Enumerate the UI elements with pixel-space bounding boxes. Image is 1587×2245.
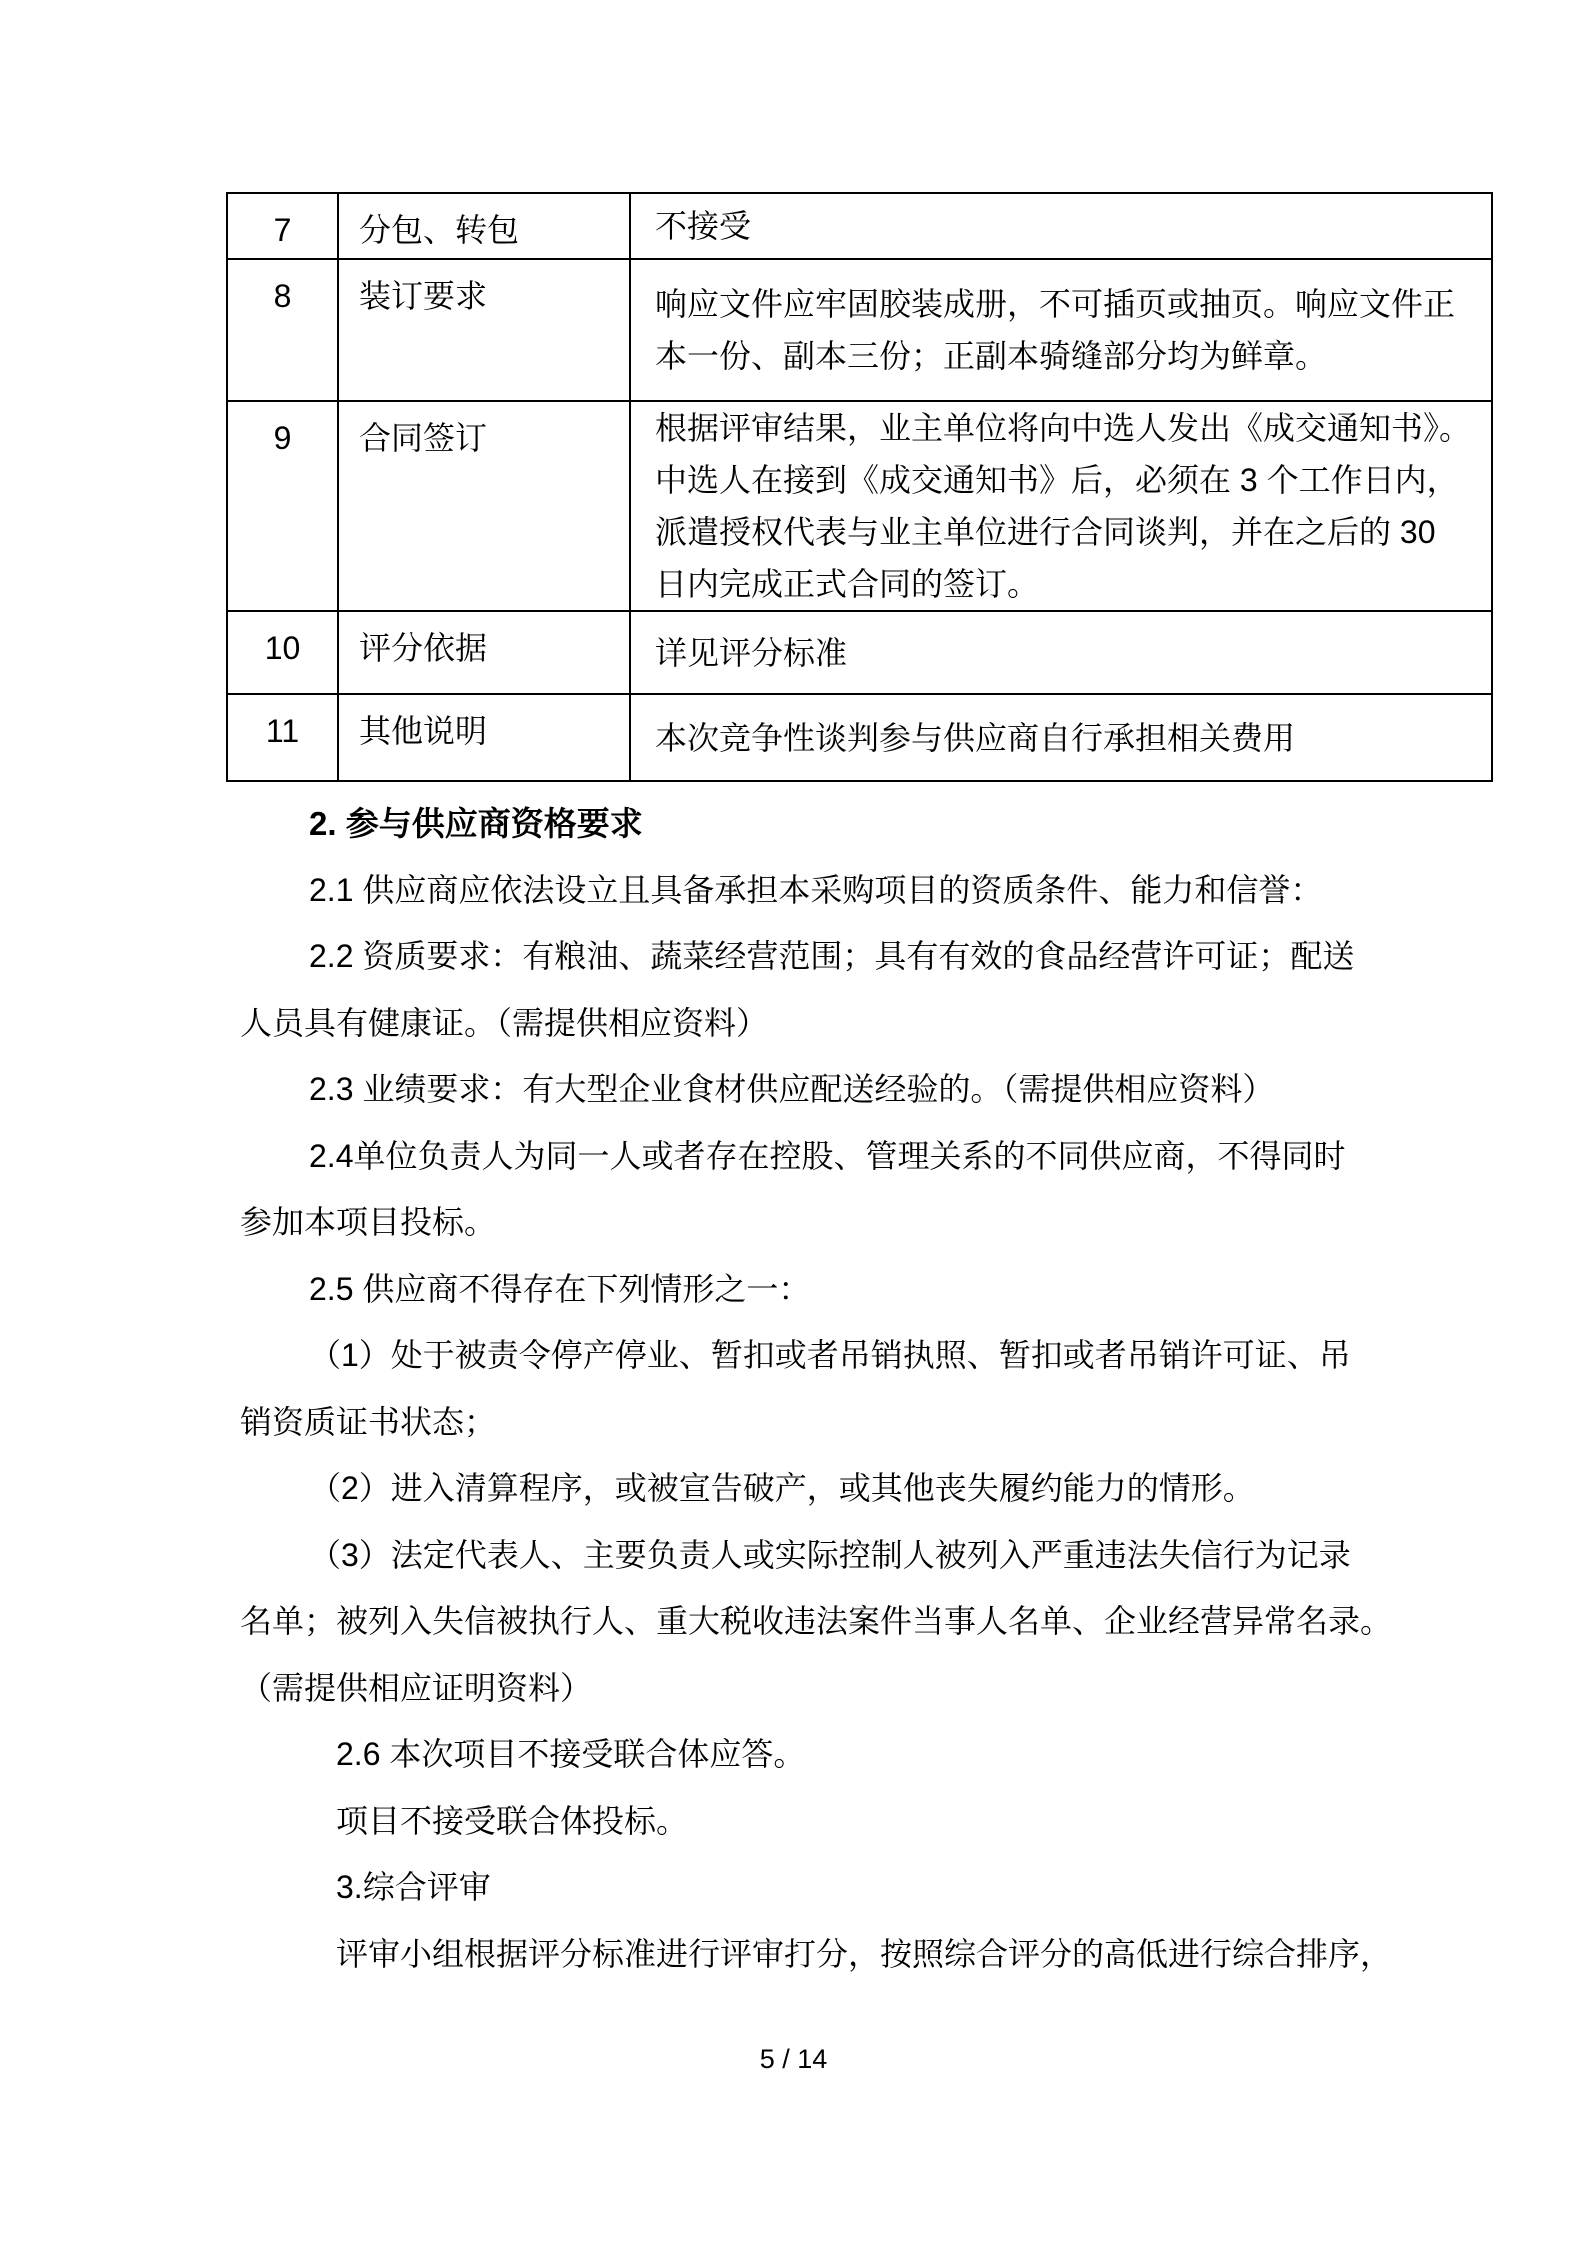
row-label-cell: 合同签订	[338, 401, 630, 611]
row-content-cell	[630, 259, 1492, 401]
content-line: 日内完成正式合同的签订。	[655, 566, 1040, 602]
row-label-cell: 分包、转包	[338, 193, 630, 259]
paragraph-line: 参加本项目投标。	[240, 1204, 497, 1241]
content-line: 本次竞争性谈判参与供应商自行承担相关费用	[655, 719, 1296, 756]
paragraph-line: 3.综合评审	[336, 1869, 491, 1906]
row-label-cell: 装订要求	[338, 259, 630, 401]
paragraph-line: 项目不接受联合体投标。	[336, 1802, 689, 1839]
paragraph-line: 2.1 供应商应依法设立且具备承担本采购项目的资质条件、能力和信誉：	[309, 871, 1323, 908]
content-line: 不接受	[655, 208, 752, 244]
row-number-cell: 8	[227, 259, 338, 401]
row-number-cell: 7	[227, 193, 338, 259]
content-line: 响应文件应牢固胶装成册，不可插页或抽页。响应文件正	[655, 286, 1456, 322]
content-line: 本一份、副本三份；正副本骑缝部分均为鲜章。	[655, 338, 1328, 374]
paragraph-line: 评审小组根据评分标准进行评审打分，按照综合评分的高低进行综合排序，	[336, 1935, 1393, 1972]
row-number-cell: 11	[227, 694, 338, 781]
document-body	[240, 788, 1490, 1985]
paragraph-line: 2.3 业绩要求：有大型企业食材供应配送经验的。（需提供相应资料）	[309, 1071, 1275, 1108]
paragraph-line: 名单；被列入失信被执行人、重大税收违法案件当事人名单、企业经营异常名录。	[240, 1603, 1393, 1640]
content-line: 根据评审结果，业主单位将向中选人发出《成交通知书》。	[655, 410, 1472, 446]
section-heading: 2. 参与供应商资格要求	[309, 804, 643, 842]
paragraph-line: 2.2 资质要求：有粮油、蔬菜经营范围；具有有效的食品经营许可证；配送	[309, 938, 1355, 975]
table-row	[227, 193, 1492, 259]
row-label-cell: 评分依据	[338, 611, 630, 694]
table-row	[227, 611, 1492, 694]
row-label-cell: 其他说明	[338, 694, 630, 781]
paragraph-line: （1）处于被责令停产停业、暂扣或者吊销执照、暂扣或者吊销许可证、吊	[309, 1337, 1351, 1374]
row-content-cell	[630, 694, 1492, 781]
paragraph-line: （3）法定代表人、主要负责人或实际控制人被列入严重违法失信行为记录	[309, 1536, 1351, 1573]
paragraph-line: 2.4单位负责人为同一人或者存在控股、管理关系的不同供应商，不得同时	[309, 1137, 1346, 1174]
table-row	[227, 694, 1492, 781]
row-number-cell: 9	[227, 401, 338, 611]
page-number: 5 / 14	[759, 2044, 828, 2074]
paragraph-line: 人员具有健康证。（需提供相应资料）	[240, 1004, 769, 1041]
table-row	[227, 259, 1492, 401]
paragraph-line: （2）进入清算程序，或被宣告破产，或其他丧失履约能力的情形。	[309, 1470, 1255, 1507]
row-content-cell	[630, 193, 1492, 259]
content-line: 派遣授权代表与业主单位进行合同谈判，并在之后的 30	[655, 514, 1436, 550]
row-number-cell: 10	[227, 611, 338, 694]
row-content-cell	[630, 401, 1492, 611]
content-line: 中选人在接到《成交通知书》后，必须在 3 个工作日内，	[655, 462, 1459, 498]
content-line: 详见评分标准	[655, 634, 848, 671]
paragraph-line: 2.5 供应商不得存在下列情形之一：	[309, 1270, 811, 1307]
info-table	[226, 192, 1493, 782]
row-content-cell	[630, 611, 1492, 694]
paragraph-line: （需提供相应证明资料）	[240, 1669, 593, 1706]
paragraph-line: 销资质证书状态；	[240, 1403, 497, 1440]
table-row	[227, 401, 1492, 611]
paragraph-line: 2.6 本次项目不接受联合体应答。	[336, 1736, 806, 1773]
